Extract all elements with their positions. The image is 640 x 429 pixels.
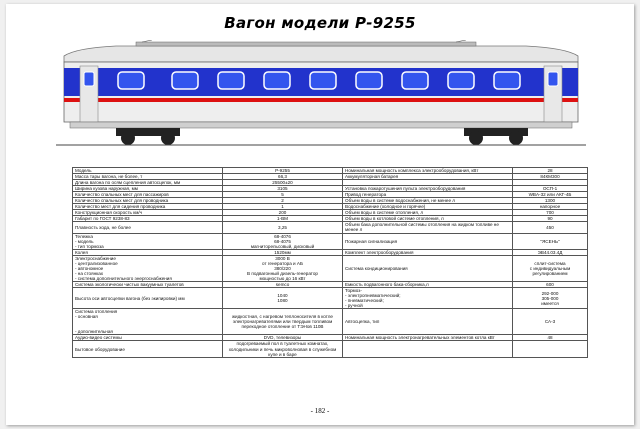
- red-stripe: [64, 98, 578, 102]
- spec-label-cell: Колея: [73, 249, 223, 255]
- spec-label-cell: Объем воды в котловой системе отопления, л: [343, 216, 513, 222]
- railcar-drawing: [56, 40, 586, 150]
- spec-label-cell: Система экологически чистых вакуумных туалетов: [73, 281, 223, 287]
- spec-label-cell: [343, 341, 513, 357]
- spec-label-cell: Длина вагона по осям сцепления автосцепок, мм: [73, 180, 223, 186]
- table-row: [73, 233, 588, 249]
- spec-label-cell: Пожарная сигнализация: [343, 233, 513, 249]
- table-row: [73, 222, 588, 233]
- roof-equipment: [136, 42, 476, 46]
- spec-value-cell: Р-9255: [223, 168, 343, 174]
- spec-label-cell: Конструкционная скорость км/ч: [73, 210, 223, 216]
- table-row: [73, 341, 588, 357]
- spec-label-cell: Объем бака дополнительной системы отопления на жидком топливе не менее л: [343, 222, 513, 233]
- spec-label-cell: Автосцепка, тип: [343, 309, 513, 335]
- spec-value-cell: 292-000 305-000 имеется: [513, 287, 588, 308]
- spec-value-cell: 66,3: [223, 174, 343, 180]
- spec-value-cell: 3105: [223, 186, 343, 192]
- table-row: [73, 309, 588, 335]
- spec-label-cell: Тележка - модель - тип тормоза: [73, 233, 223, 249]
- spec-value-cell: ЭВ44.03.4Д: [513, 249, 588, 255]
- spec-value-cell: 1-ВМ: [223, 216, 343, 222]
- spec-label-cell: Плавность хода, не более: [73, 222, 223, 233]
- spec-value-cell: 3,25: [223, 222, 343, 233]
- spec-label-cell: Комплект электрооборудования: [343, 249, 513, 255]
- spec-label-cell: Емкость подвагонного бака-сборника,л: [343, 281, 513, 287]
- spec-value-cell: 90: [513, 216, 588, 222]
- car-windows: [118, 72, 520, 89]
- spec-value-cell: 1300: [513, 198, 588, 204]
- spec-label-cell: Номинальная мощность электронагревательных элементов котла кВт: [343, 335, 513, 341]
- spec-value-cell: DVD, телевизоры: [223, 335, 343, 341]
- spec-value-cell: "ЯСЕНЬ": [513, 233, 588, 249]
- spec-label-cell: Аудио-видео системы: [73, 335, 223, 341]
- spec-label-cell: Водоснабжение (холодное и горячее): [343, 204, 513, 210]
- document-page: [6, 4, 634, 425]
- spec-value-cell: 200: [223, 210, 343, 216]
- spec-label-cell: Система отопления - основная - дополнительная: [73, 309, 223, 335]
- spec-value-cell: 5: [223, 192, 343, 198]
- spec-label-cell: Привод генератора: [343, 192, 513, 198]
- specifications-table: [72, 167, 588, 358]
- spec-value-cell: 84КМ300: [513, 174, 588, 180]
- spec-label-cell: Аккумуляторная батарея: [343, 174, 513, 180]
- car-roof: [64, 46, 578, 62]
- spec-label-cell: Высота оси автосцепки вагона (без экипировки) мм: [73, 287, 223, 308]
- spec-value-cell: подогреваемый пол в туалетных комнатах, холодильники и печь микроволновая в служебном купе и в баре: [223, 341, 343, 357]
- spec-label-cell: Модель: [73, 168, 223, 174]
- spec-value-cell: 28: [513, 168, 588, 174]
- spec-label-cell: Количество спальных мест для пассажиров: [73, 192, 223, 198]
- bogie-right: [464, 128, 528, 145]
- spec-label-cell: Масса тары вагона, не более, т: [73, 174, 223, 180]
- spec-label-cell: Система кондиционирования: [343, 255, 513, 281]
- spec-label-cell: Установка пожаротушения пульта электрооборудования: [343, 186, 513, 192]
- spec-label-cell: Габарит по ГОСТ 9238-83: [73, 216, 223, 222]
- spec-value-cell: 3000 В от генератора и АБ 380/220 В подвагонный дизель-генератор мощностью до 16 кВт: [223, 255, 343, 281]
- spec-value-cell: 700: [513, 210, 588, 216]
- spec-value-cell: напорное: [513, 204, 588, 210]
- spec-value-cell: semco: [223, 281, 343, 287]
- spec-value-cell: 68-4076 68-4075 магниторельсовый, дисковый: [223, 233, 343, 249]
- spec-label-cell: Объем воды в системе водоснабжения, не менее л: [343, 198, 513, 204]
- table-row: [73, 255, 588, 281]
- spec-value-cell: сплит-система с индивидуальным регулированием: [513, 255, 588, 281]
- spec-value-cell: ОСП-1: [513, 186, 588, 192]
- spec-value-cell: 48: [513, 335, 588, 341]
- spec-value-cell: [513, 341, 588, 357]
- spec-label-cell: Количество мест для сидения проводника: [73, 204, 223, 210]
- spec-label-cell: Тормоз- - электропневматический; - пневматический; - ручной: [343, 287, 513, 308]
- spec-value-cell: СА-3: [513, 309, 588, 335]
- spec-value-cell: 450: [513, 222, 588, 233]
- spec-label-cell: Бытовое оборудование: [73, 341, 223, 357]
- spec-value-cell: WBA-32 или АКГ-4Б: [513, 192, 588, 198]
- spec-label-cell: Номинальная мощность комплекса электрооборудования, кВт: [343, 168, 513, 174]
- bogie-left: [116, 128, 180, 145]
- spec-value-cell: 1: [223, 204, 343, 210]
- spec-value-cell: жидкостная, с нагревом теплоносителя в котле электронагревателями или твердым топливом переходное отопление от ТЭНов 110В: [223, 309, 343, 335]
- table-row: [73, 287, 588, 308]
- spec-value-cell: 1520мм: [223, 249, 343, 255]
- spec-value-cell: 2: [223, 198, 343, 204]
- page-number: - 182 -: [310, 407, 330, 415]
- spec-label-cell: Электроснабжение - централизованное - автономное - на стоянках - система дополнительного энергоснабжения: [73, 255, 223, 281]
- spec-value-cell: 600: [513, 281, 588, 287]
- underframe: [70, 122, 572, 128]
- spec-value-cell: 1040 1080: [223, 287, 343, 308]
- spec-value-cell: 25500±20: [223, 180, 343, 186]
- page-title: Вагон модели Р-9255: [224, 14, 416, 32]
- spec-label-cell: Количество спальных мест для проводника: [73, 198, 223, 204]
- spec-label-cell: Объем воды в системе отопления, л: [343, 210, 513, 216]
- spec-label-cell: Ширина кузова наружная, мм: [73, 186, 223, 192]
